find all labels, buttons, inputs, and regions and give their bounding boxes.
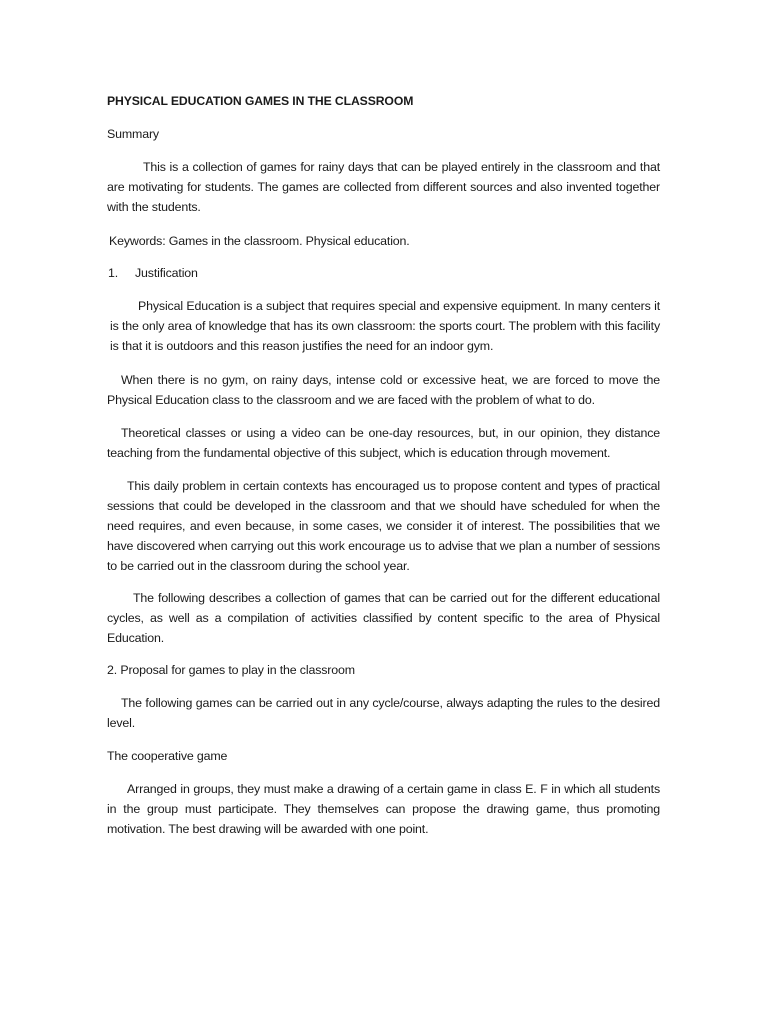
game-heading: The cooperative game bbox=[107, 749, 228, 763]
summary-paragraph: This is a collection of games for rainy days that can be played entirely in the classroom and that are motivating for students. The games are collected from different sources and also invented together with the students. bbox=[107, 160, 660, 214]
summary-heading: Summary bbox=[107, 127, 159, 141]
document-title: PHYSICAL EDUCATION GAMES IN THE CLASSROOM bbox=[107, 94, 414, 108]
justification-paragraph-4: This daily problem in certain contexts has encouraged us to propose content and types of practical sessions that could be developed in the classroom and that we should have scheduled for when the need requires, and even because, in some cases, we consider it of interest. The possibilities that we have discovered when carrying out this work encourage us to advise that we plan a number of sessions to be carried out in the classroom during the school year. bbox=[107, 479, 660, 573]
justification-paragraph-5: The following describes a collection of games that can be carried out for the different educational cycles, as well as a compilation of activities classified by content specific to the area of Physical Education. bbox=[107, 591, 660, 645]
section1-number: 1. bbox=[108, 266, 119, 280]
justification-paragraph-2: When there is no gym, on rainy days, intense cold or excessive heat, we are forced to move the Physical Education class to the classroom and we are faced with the problem of what to do. bbox=[107, 373, 660, 407]
justification-paragraph-1: Physical Education is a subject that requires special and expensive equipment. In many centers it is the only area of knowledge that has its own classroom: the sports court. The problem with this facility is that it is outdoors and this reason justifies the need for an indoor gym. bbox=[110, 299, 660, 353]
game-paragraph: Arranged in groups, they must make a drawing of a certain game in class E. F in which all students in the group must participate. They themselves can propose the drawing game, thus promoting motivation. The best drawing will be awarded with one point. bbox=[107, 782, 660, 836]
section1-heading: Justification bbox=[135, 266, 198, 280]
section2-paragraph: The following games can be carried out in any cycle/course, always adapting the rules to the desired level. bbox=[107, 696, 660, 730]
section2-heading: 2. Proposal for games to play in the classroom bbox=[107, 663, 355, 677]
keywords-line: Keywords: Games in the classroom. Physical education. bbox=[109, 234, 410, 248]
justification-paragraph-3: Theoretical classes or using a video can be one-day resources, but, in our opinion, they distance teaching from the fundamental objective of this subject, which is education through movement. bbox=[107, 426, 660, 460]
